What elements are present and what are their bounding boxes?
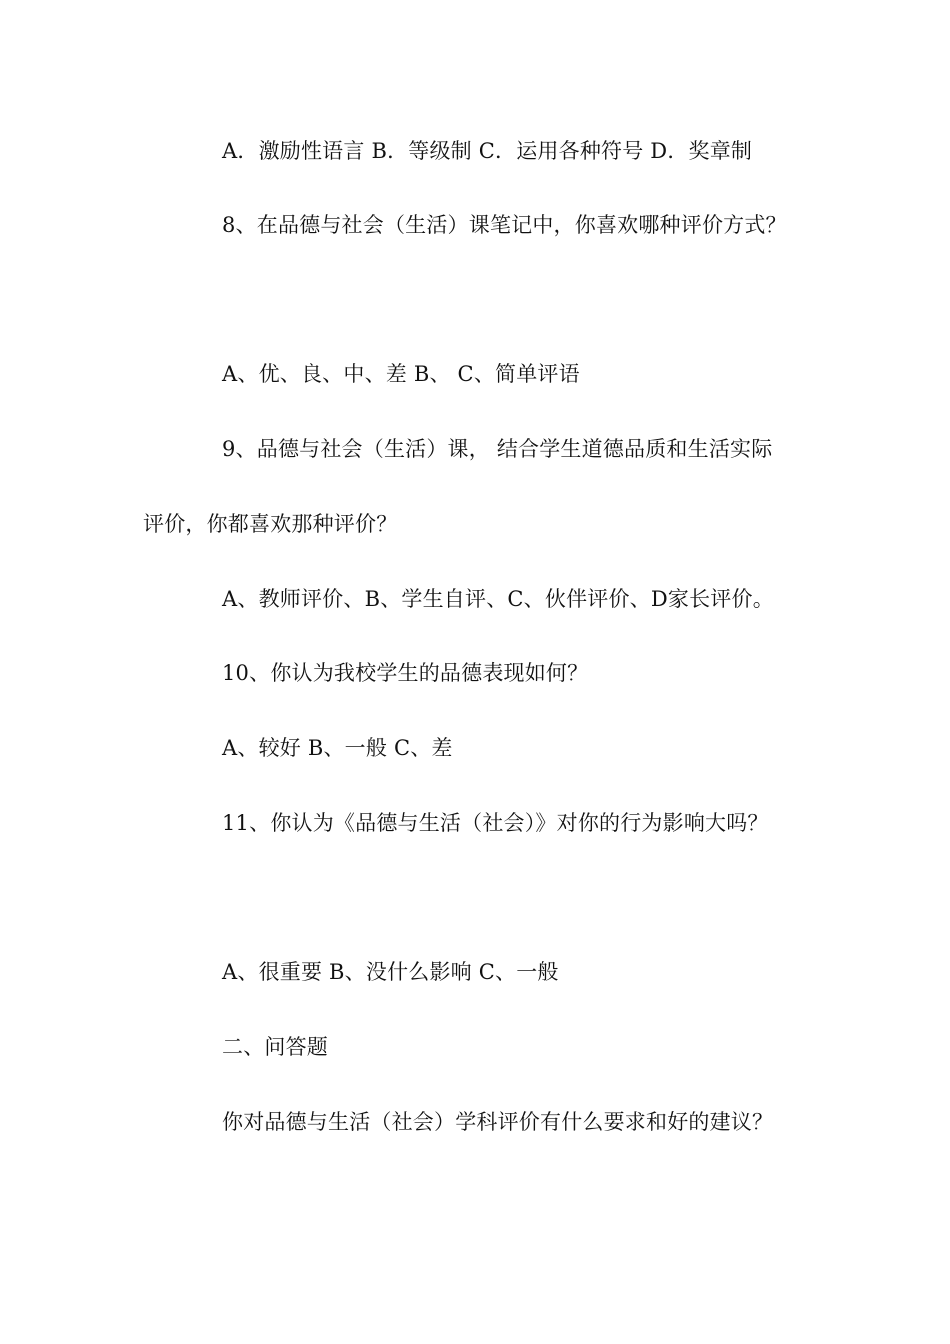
q9-question-line2: 评价，你都喜欢那种评价？ xyxy=(143,512,398,536)
q11-options: A、很重要 B、没什么影响 C、一般 xyxy=(222,960,559,984)
essay-question: 你对品德与生活（社会）学科评价有什么要求和好的建议？ xyxy=(222,1110,774,1134)
q9-question-line1: 9、品德与社会（生活）课， 结合学生道德品质和生活实际 xyxy=(222,437,773,461)
q10-question: 10、你认为我校学生的品德表现如何？ xyxy=(222,661,589,685)
q11-question: 11、你认为《品德与生活（社会）》对你的行为影响大吗？ xyxy=(222,811,769,835)
q8-question: 8、在品德与社会（生活）课笔记中，你喜欢哪种评价方式？ xyxy=(222,213,787,237)
section-heading: 二、问答题 xyxy=(222,1035,328,1059)
q8-options: A、优、良、中、差 B、 C、简单评语 xyxy=(222,362,580,386)
q10-options: A、较好 B、一般 C、差 xyxy=(222,736,453,760)
q7-options: A．激励性语言 B．等级制 C．运用各种符号 D．奖章制 xyxy=(222,139,753,163)
q9-options: A、教师评价、B、学生自评、C、伙伴评价、D家长评价。 xyxy=(222,587,774,611)
